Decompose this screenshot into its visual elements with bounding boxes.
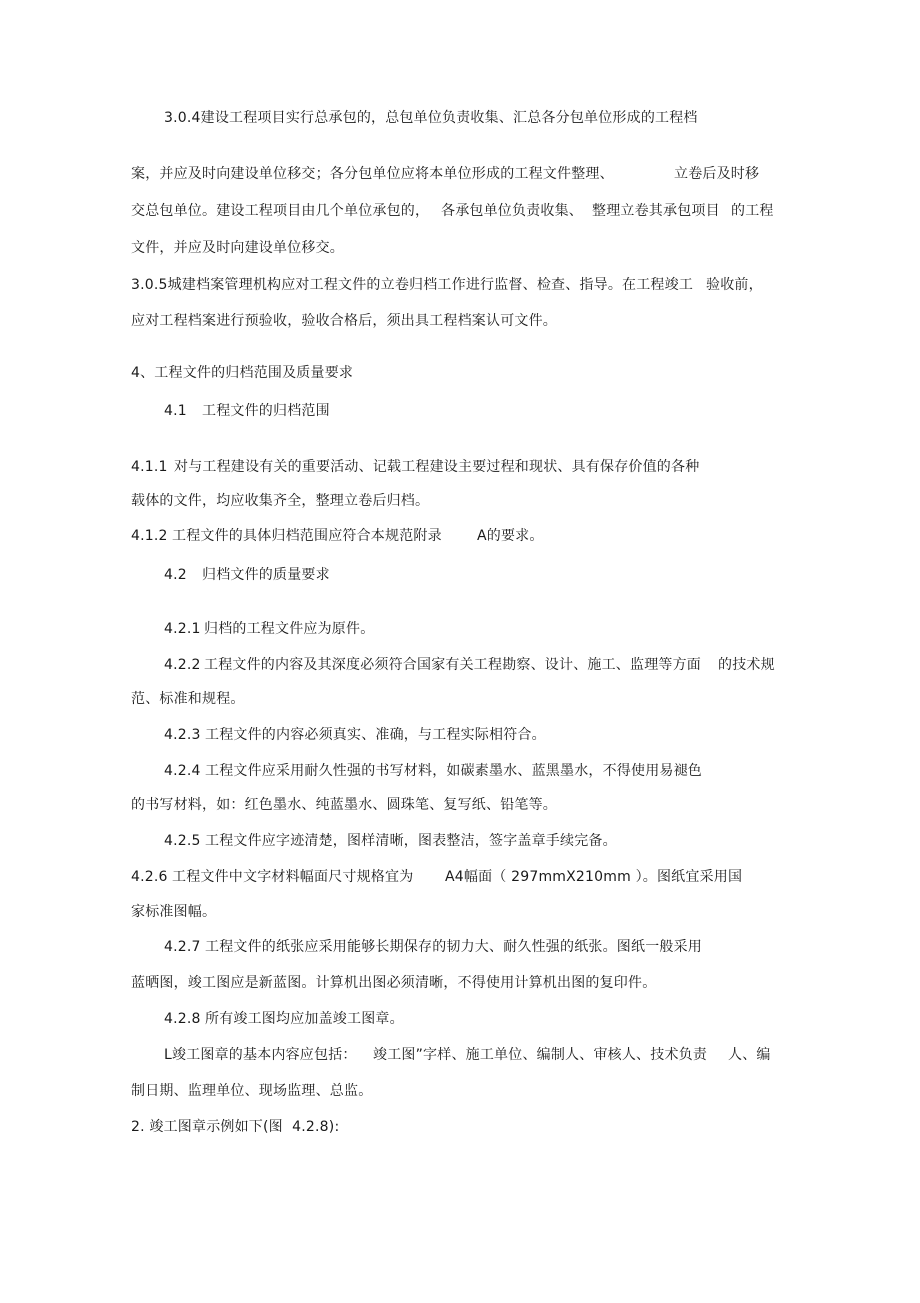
subsection-title: 归档文件的质量要求 <box>202 567 330 583</box>
text-line: 家标准图幅。 <box>131 904 217 920</box>
section-heading: 4、工程文件的归档范围及质量要求 <box>131 365 354 381</box>
text-line: 竣工图”字样、施工单位、编制人、审核人、技术负责 <box>373 1047 708 1063</box>
text-line: 交总包单位。建设工程项目由几个单位承包的， <box>131 203 430 219</box>
clause-number: 4.2.5 <box>164 833 201 849</box>
clause-number: 4.2.8 <box>164 1011 201 1027</box>
text-line: A的要求。 <box>477 528 544 544</box>
text-line: 文件，并应及时向建设单位移交。 <box>131 240 344 256</box>
text-line: 立卷后及时移 <box>674 166 760 182</box>
subsection-number: 4.2 <box>164 567 187 583</box>
text-line: 工程文件中文字材料幅面尺寸规格宜为 <box>172 869 414 885</box>
clause-number: 4.2.6 <box>131 869 168 885</box>
subsection-number: 4.1 <box>164 403 187 419</box>
text-line: 3.0.5城建档案管理机构应对工程文件的立卷归档工作进行监督、检查、指导。在工程竣工 <box>131 277 694 293</box>
text-line: 整理立卷其承包项目 <box>592 203 720 219</box>
text-line: 的技术规 <box>718 657 775 673</box>
text-line: 各承包单位负责收集、 <box>441 203 583 219</box>
clause-number: 4.2.7 <box>164 939 201 955</box>
text-line: 人、编 <box>728 1047 771 1063</box>
clause-number: 4.2.3 <box>164 727 201 743</box>
text-line: 蓝晒图，竣工图应是新蓝图。计算机出图必须清晰，不得使用计算机出图的复印件。 <box>131 975 657 991</box>
clause-number: 4.2.1 <box>164 621 201 637</box>
text-line: 案，并应及时向建设单位移交；各分包单位应将本单位形成的工程文件整理、 <box>131 166 614 182</box>
text-line: 应对工程档案进行预验收，验收合格后，须出具工程档案认可文件。 <box>131 313 557 329</box>
text-line: 工程文件的内容必须真实、准确，与工程实际相符合。 <box>205 727 546 743</box>
text-line: L竣工图章的基本内容应包括： <box>164 1047 357 1063</box>
text-line: 制日期、监理单位、现场监理、总监。 <box>131 1083 373 1099</box>
text-line: 载体的文件，均应收集齐全，整理立卷后归档。 <box>131 493 430 509</box>
text-line: 的工程 <box>731 203 774 219</box>
clause-number: 4.2.4 <box>164 763 201 779</box>
text-line: 2. 竣工图章示例如下(图 4.2.8): <box>131 1119 340 1135</box>
text-line: A4幅面（ 297mmX210mm ）。图纸宜采用国 <box>445 869 743 885</box>
text-line: 工程文件的具体归档范围应符合本规范附录 <box>172 528 442 544</box>
text-line: 归档的工程文件应为原件。 <box>204 621 375 637</box>
text-line: 的书写材料，如：红色墨水、纯蓝墨水、圆珠笔、复写纸、铅笔等。 <box>131 797 557 813</box>
text-line: 工程文件应字迹清楚，图样清晰，图表整洁，签字盖章手续完备。 <box>205 833 617 849</box>
clause-number: 4.2.2 <box>164 657 201 673</box>
clause-number: 4.1.1 <box>131 459 168 475</box>
text-line: 工程文件应采用耐久性强的书写材料，如碳素墨水、蓝黑墨水，不得使用易褪色 <box>205 763 702 779</box>
clause-number: 4.1.2 <box>131 528 168 544</box>
text-line: 工程文件的纸张应采用能够长期保存的韧力大、耐久性强的纸张。图纸一般采用 <box>205 939 702 955</box>
text-line: 工程文件的内容及其深度必须符合国家有关工程勘察、设计、施工、监理等方面 <box>204 657 701 673</box>
text-line: 验收前， <box>706 277 763 293</box>
text-line: 所有竣工图均应加盖竣工图章。 <box>205 1011 404 1027</box>
subsection-title: 工程文件的归档范围 <box>202 403 330 419</box>
text-line: 对与工程建设有关的重要活动、记载工程建设主要过程和现状、具有保存价值的各种 <box>174 459 700 475</box>
text-line: 3.0.4建设工程项目实行总承包的，总包单位负责收集、汇总各分包单位形成的工程档 <box>164 110 698 126</box>
text-line: 范、标准和规程。 <box>131 691 245 707</box>
